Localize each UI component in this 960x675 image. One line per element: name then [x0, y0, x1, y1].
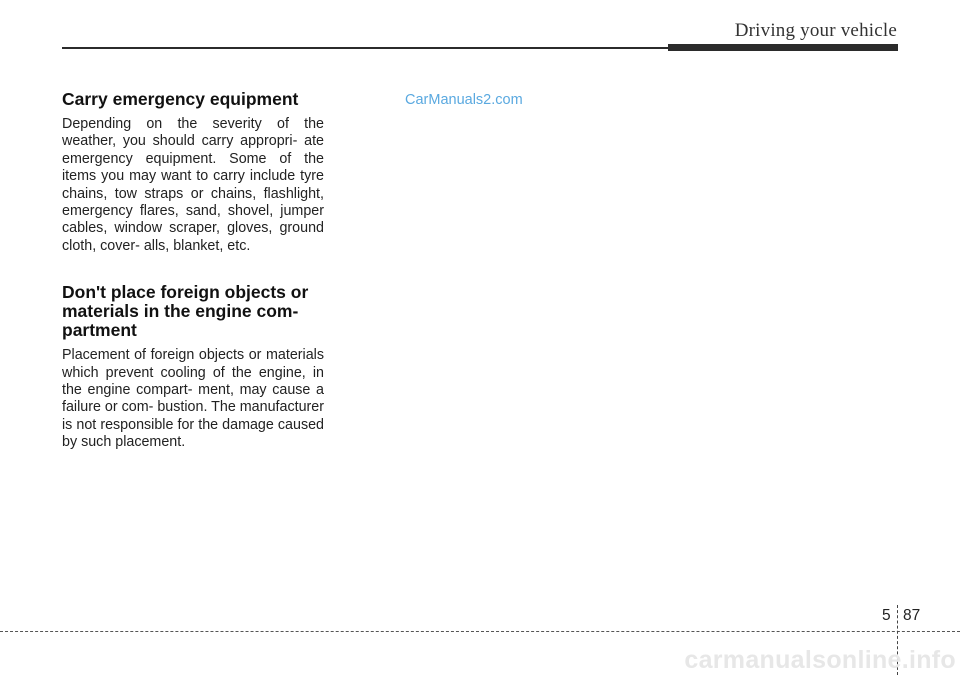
section-body: Depending on the severity of the weather, you should carry appropri- ate emergency equipment. Some of the items you may want to carry include tyre chains, tow straps or chains, flashlight, emergency flares, sand, shovel, jumper cables, window scraper, gloves, ground cloth, cover- alls, blanket, etc. — [62, 116, 324, 254]
section-emergency-equipment — [62, 90, 324, 255]
footer-watermark: carmanualsonline.info — [684, 646, 956, 674]
footer-rule — [0, 631, 960, 632]
section-foreign-objects — [62, 283, 324, 451]
header-rule-accent — [668, 44, 898, 51]
section-body: Placement of foreign objects or materials which prevent cooling of the engine, in the engine compart- ment, may cause a failure or com- bustion. The manufacturer is not responsible for the damage caused by such placement. — [62, 347, 324, 451]
section-heading: Carry emergency equipment — [62, 89, 299, 109]
watermark-link[interactable]: CarManuals2.com — [405, 92, 523, 108]
header-rule — [62, 47, 672, 49]
section-heading: Don't place foreign objects or materials in the engine com- partment — [62, 282, 309, 341]
chapter-number: 5 — [882, 607, 891, 624]
content-column — [62, 90, 324, 452]
running-header-title: Driving your vehicle — [734, 20, 897, 41]
page-number: 87 — [903, 607, 921, 624]
